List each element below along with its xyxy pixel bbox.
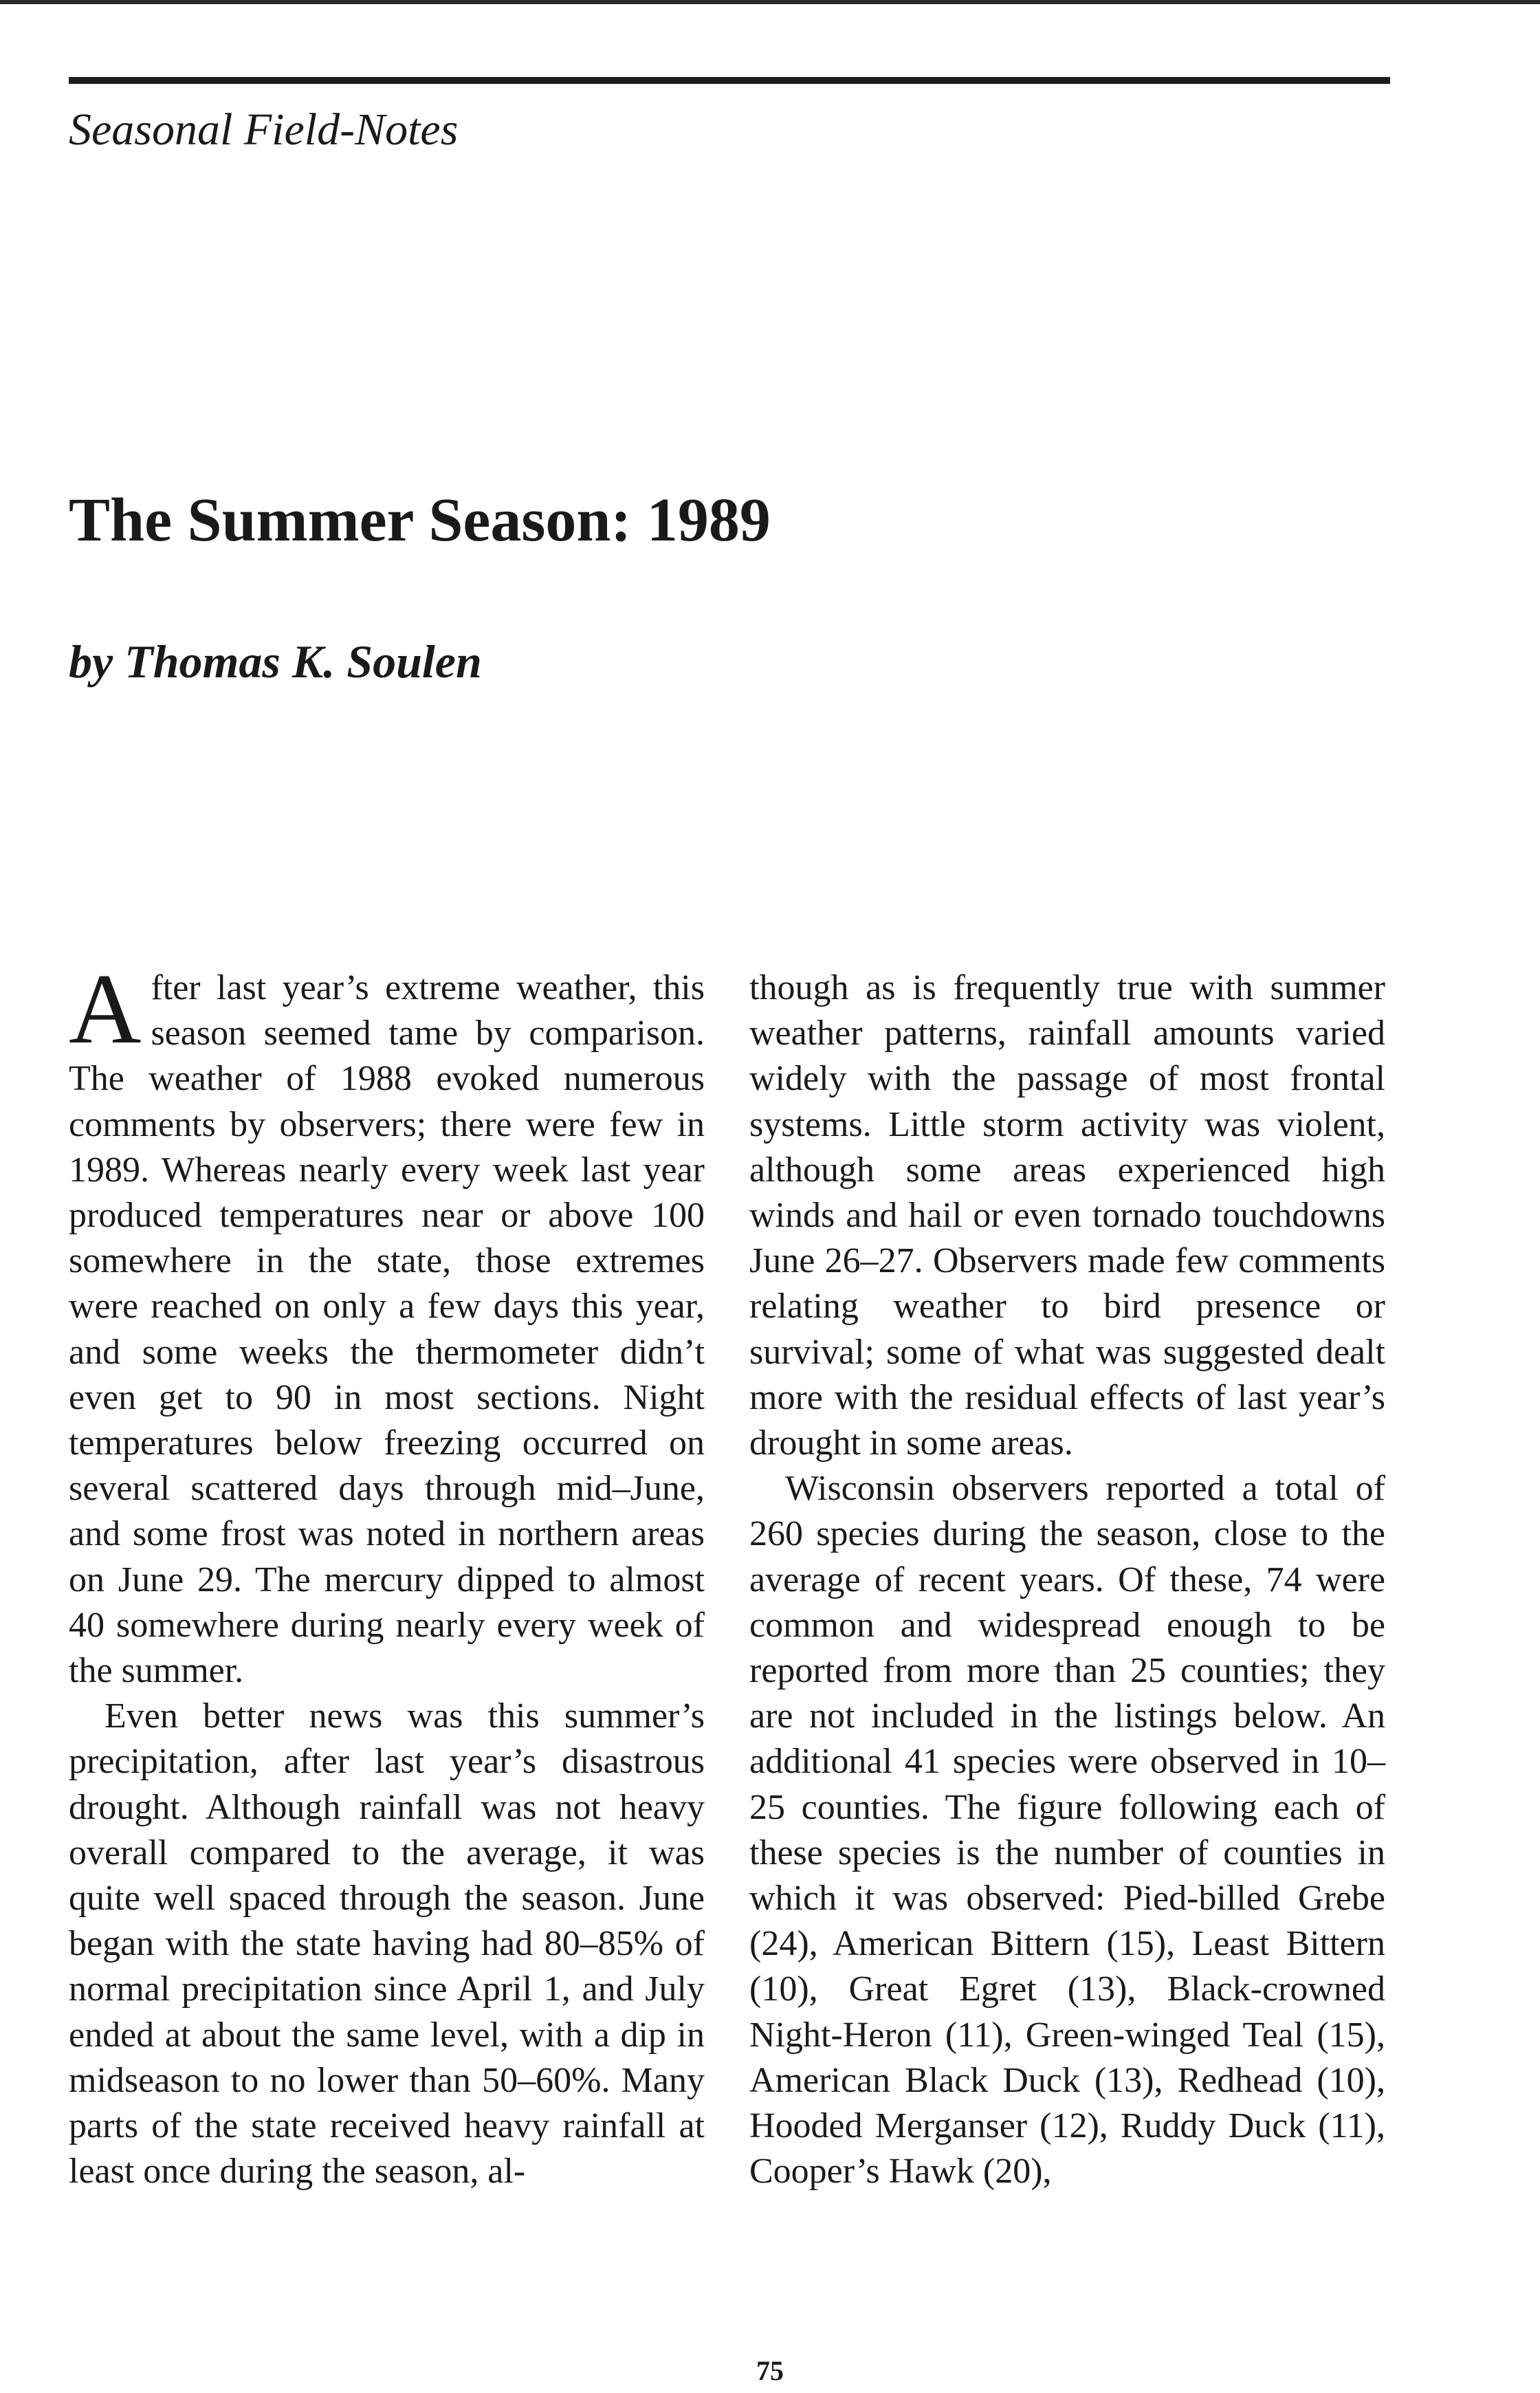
page-number: 75 <box>756 2355 784 2386</box>
paragraph-intro-text: fter last year’s extreme weather, this season seemed tame by comparison. The weather of 1988 evoked numerous comments by observers; there were few in 1989. Whereas nearly every week last year produced temperatures near or above 100 somewhere in the state, those extremes were reached on only a few days this year, and some weeks the thermometer didn’t even get to 90 in most sections. Night temperatures below freezing occurred on several scattered days through mid–June, and some frost was noted in northern areas on June 29. The mercury dipped to almost 40 somewhere during nearly every week of the summer. <box>69 968 705 1691</box>
section-label: Seasonal Field-Notes <box>69 105 459 155</box>
paragraph-intro <box>69 953 705 1694</box>
text-column-right <box>749 965 1385 2194</box>
paragraph-precipitation: Even better news was this summer’s precipitation, after last year’s disastrous drought. Although rainfall was not heavy overall compared to the average, it was quite well spaced through the season. June began with the state having had 80–85% of normal precipitation since April 1, and July ended at about the same level, with a dip in midseason to no lower than 50–60%. Many parts of the state received heavy rainfall at least once during the season, al- <box>69 1696 705 2192</box>
paragraph-species: Wisconsin observers reported a total of 260 species during the season, close to the average of recent years. Of these, 74 were common and widespread enough to be reported from more than 25 counties; they are not included in the listings below. An additional 41 species were observed in 10–25 counties. The figure following each of these species is the number of counties in which it was observed: Pied-billed Grebe (24), American Bittern (15), Least Bittern (10), Great Egret (13), Black-crowned Night-Heron (11), Green-winged Teal (15), American Black Duck (13), Redhead (10), Hooded Merganser (12), Ruddy Duck (11), Cooper’s Hawk (20), <box>749 1469 1385 2192</box>
header-rule <box>69 77 1390 84</box>
page-top-edge <box>0 0 1540 4</box>
paragraph-storms: though as is frequently true with summer weather patterns, rainfall amounts varied widely with the passage of most frontal systems. Little storm activity was violent, although some areas experienced high winds and hail or even tornado touchdowns June 26–27. Observers made few comments relating weather to bird presence or survival; some of what was suggested dealt more with the residual effects of last year’s drought in some areas. <box>749 968 1385 1463</box>
article-byline: by Thomas K. Soulen <box>69 635 482 688</box>
drop-cap: A <box>69 953 142 1064</box>
article-title: The Summer Season: 1989 <box>69 486 771 554</box>
text-column-left <box>69 953 705 2194</box>
